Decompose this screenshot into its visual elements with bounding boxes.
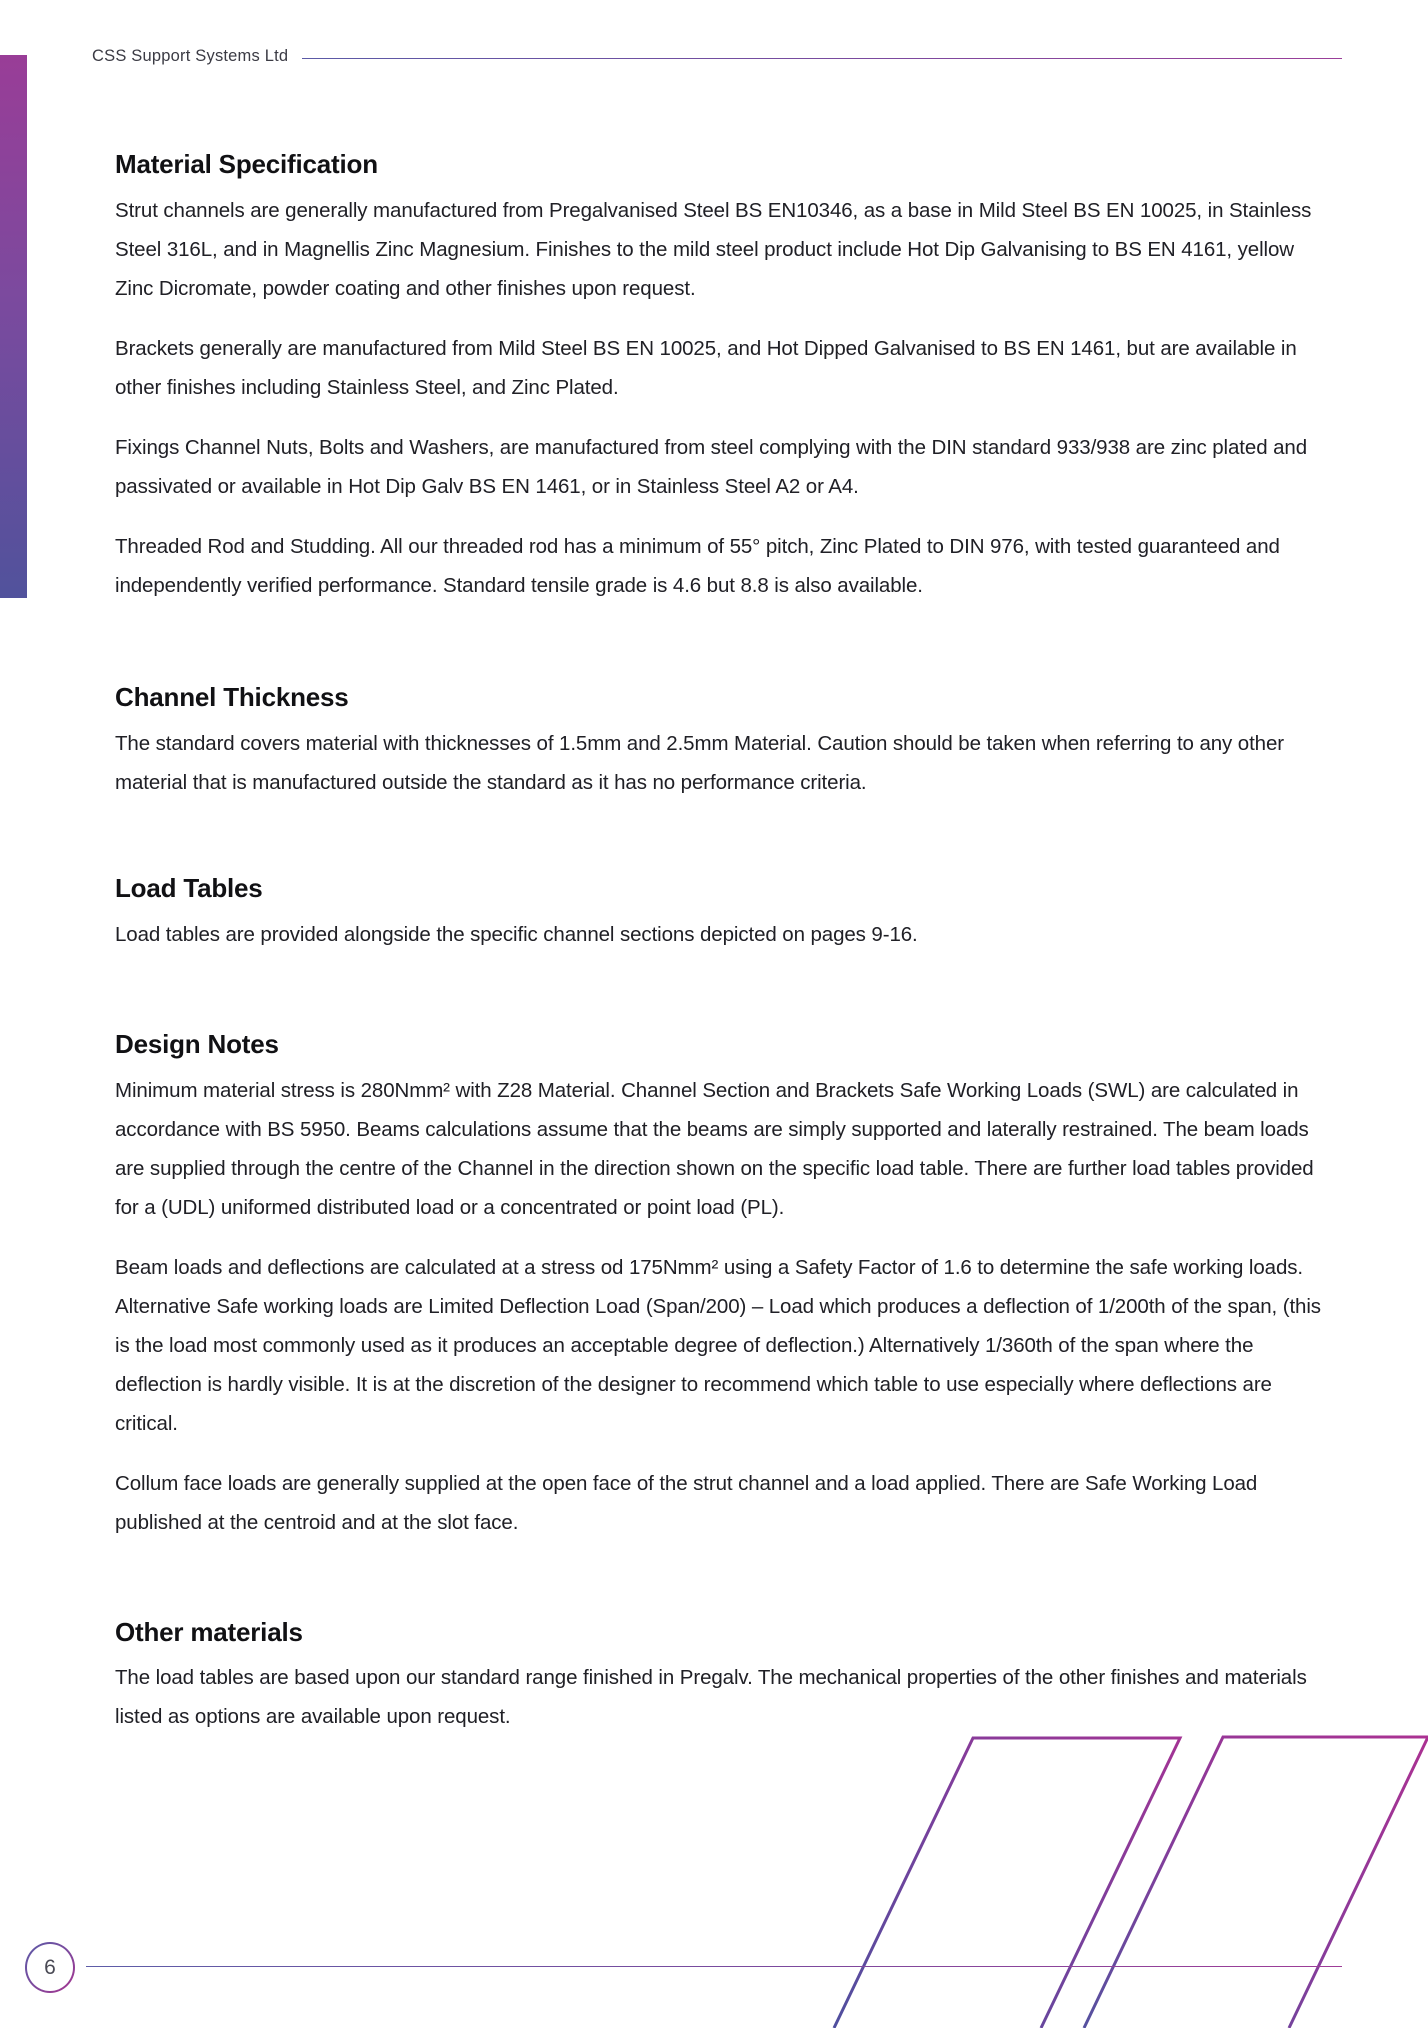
paragraph: Beam loads and deflections are calculated at a stress od 175Nmm² using a Safety Factor of 1.6 to determine the safe working loads. Alternative Safe working loads are Limited Deflection Load (Span/200) – Load which produces a deflection of 1/200th of the span, (this is the load most commonly used as it produces an acceptable degree of deflection.) Alternatively 1/360th of the span where the deflection is hardly visible. It is at the discretion of the designer to recommend which table to use especially where deflections are critical. (115, 1255, 1321, 1435)
footer-divider-rule (86, 1966, 1342, 1967)
company-name: CSS Support Systems Ltd (92, 46, 289, 65)
section-spacer (115, 802, 1330, 874)
paragraph: The load tables are based upon our standard range finished in Pregalv. The mechanical properties of the other finishes and materials listed as options are available upon request. (115, 1666, 1307, 1729)
section-material-specification (115, 150, 1330, 605)
section-spacer (115, 1542, 1330, 1618)
page-number-label: 6 (44, 1956, 56, 1979)
section-spacer (115, 605, 1330, 683)
paragraph: Minimum material stress is 280Nmm² with Z28 Material. Channel Section and Brackets Safe Working Loads (SWL) are calculated in accordance with BS 5950. Beams calculations assume that the beams are simply supported and laterally restrained. The beam loads are supplied through the centre of the Channel in the direction shown on the specific load table. There are further load tables provided for a (UDL) uniformed distributed load or a concentrated or point load (PL). (115, 1078, 1314, 1219)
paragraph: Strut channels are generally manufactured from Pregalvanised Steel BS EN10346, as a base in Mild Steel BS EN 10025, in Stainless Steel 316L, and in Magnellis Zinc Magnesium. Finishes to the mild steel product include Hot Dip Galvanising to BS EN 4161, yellow Zinc Dicromate, powder coating and other finishes upon request. (115, 198, 1312, 300)
paragraph: Threaded Rod and Studding. All our threaded rod has a minimum of 55° pitch, Zinc Plated to DIN 976, with tested guaranteed and independently verified performance. Standard tensile grade is 4.6 but 8.8 is also available. (115, 534, 1280, 597)
section-other-materials (115, 1618, 1330, 1737)
section-spacer (115, 954, 1330, 1030)
paragraph: The standard covers material with thicknesses of 1.5mm and 2.5mm Material. Caution should be taken when referring to any other material that is manufactured outside the standard as it has no performance criteria. (115, 731, 1285, 794)
paragraph: Fixings Channel Nuts, Bolts and Washers, are manufactured from steel complying with the DIN standard 933/938 are zinc plated and passivated or available in Hot Dip Galv BS EN 1461, or in Stainless Steel A2 or A4. (115, 435, 1308, 498)
section-heading: Channel Thickness (115, 681, 349, 712)
paragraph: Brackets generally are manufactured from Mild Steel BS EN 10025, and Hot Dipped Galvanised to BS EN 1461, but are available in other finishes including Stainless Steel, and Zinc Plated. (115, 336, 1297, 399)
section-design-notes (115, 1030, 1330, 1542)
left-accent-bar (0, 55, 27, 598)
section-heading: Load Tables (115, 872, 263, 903)
page-number-badge (25, 1942, 75, 1993)
section-load-tables (115, 874, 1330, 954)
page-header (92, 43, 1342, 69)
header-divider-rule (302, 58, 1342, 59)
section-heading: Other materials (115, 1616, 303, 1647)
section-channel-thickness (115, 683, 1330, 802)
paragraph: Collum face loads are generally supplied at the open face of the strut channel and a load applied. There are Safe Working Load published at the centroid and at the slot face. (115, 1471, 1258, 1534)
paragraph: Load tables are provided alongside the specific channel sections depicted on pages 9-16. (115, 922, 918, 946)
section-heading: Material Specification (115, 149, 378, 179)
document-body (115, 150, 1330, 1736)
section-heading: Design Notes (115, 1028, 279, 1059)
page-footer (0, 1908, 1428, 2028)
